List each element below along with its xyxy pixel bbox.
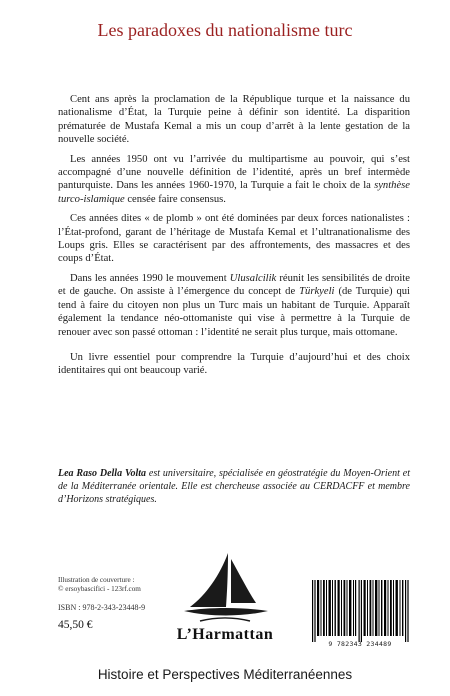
summary-paragraph-1: [58, 93, 410, 147]
paragraph-text: Un livre essentiel pour comprendre la Turquie d’aujourd’hui et des choix identitaires qui ont beaucoup varié.: [58, 351, 410, 377]
italic-term: synthèse turco-islamique: [58, 180, 410, 205]
summary-paragraph-2: [58, 153, 410, 207]
series-name: Histoire et Perspectives Méditerranéennes: [97, 667, 353, 682]
barcode-number: 9 782343 234489: [328, 640, 392, 648]
credit-line-1: Illustration de couverture :: [58, 576, 135, 584]
paragraph-text: Cent ans après la proclamation de la République turque et la naissance du nationalisme d’État, la Turquie peine à définir son identité. La disparition prématurée de Mustafa Kemal a mis un coup d’arrêt à la lente gestation de la nouvelle société.: [58, 94, 410, 146]
italic-term: Ulusalcilik: [229, 272, 277, 284]
italic-term: Türkyeli: [299, 286, 335, 298]
publisher-name: L’Harmattan: [176, 626, 274, 643]
summary-text: [58, 93, 410, 384]
paragraph-text: censée faire consensus.: [124, 193, 226, 205]
author-bio: [58, 467, 410, 506]
price: 45,50 €: [58, 619, 93, 631]
summary-paragraph-5: [58, 351, 410, 378]
paragraph-text: Dans les années 1990 le mouvement: [70, 272, 230, 284]
paragraph-text: Les années 1950 ont vu l’arrivée du multipartisme au pouvoir, qui s’est accompagné d’une nouvelle définition de l’identité, après un bref intermède panturquiste. Dans les années 1960-1970, la Turquie a fait le choix de la: [58, 153, 410, 192]
paragraph-text: Ces années dites « de plomb » ont été dominées par deux forces nationalistes : l’État-profond, garant de l’héritage de Mustafa Kemal et l’ultranationalisme des Loups gris. Elles se caractérisent par des affrontements, des massacres et des coups d’État.: [58, 213, 410, 265]
paragraph-text: (de Turquie) qui tend à faire du citoyen non plus un Turc mais un habitant de Turquie. Apparaît également la tendance néo-ottomaniste qui vise à permettre à la Turquie de renouer avec son passé ottoman : l’identité ne serait plus turque, mais ottomane.: [58, 286, 410, 338]
summary-paragraph-4: [58, 272, 410, 339]
book-title: Les paradoxes du nationalisme turc: [97, 20, 353, 40]
cover-credit: [58, 576, 141, 594]
summary-paragraph-3: [58, 212, 410, 266]
paragraph-text: réunit les sensibilités de droite et de gauche. On assiste à l’émergence du concept de: [58, 272, 410, 298]
author-name: Lea Raso Della Volta: [58, 468, 147, 479]
credit-line-2: © ersoybascifici - 123rf.com: [58, 585, 141, 593]
sailboat-logo-icon: [170, 545, 280, 625]
barcode-icon: [308, 580, 412, 642]
isbn: ISBN : 978-2-343-23448-9: [58, 603, 146, 612]
author-bio-text: est universitaire, spécialisée en géostratégie du Moyen-Orient et de la Méditerranée orientale. Elle est chercheuse associée au CERDACFF et membre d’Horizons stratégiques.: [58, 468, 410, 505]
